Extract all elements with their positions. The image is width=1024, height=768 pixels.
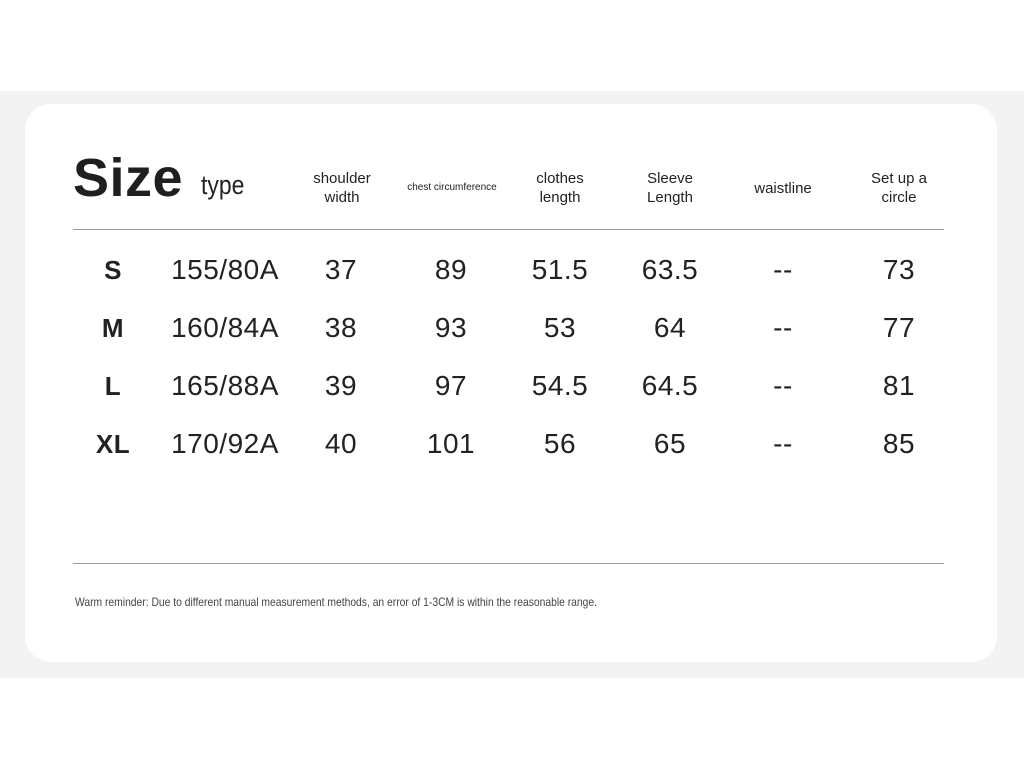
- waist-cell: --: [773, 254, 793, 285]
- type-cell: 170/92A: [171, 428, 279, 459]
- length-cell: 53: [543, 312, 577, 343]
- table-row: [25, 308, 997, 348]
- sleeve-cell: 64: [653, 312, 687, 343]
- table-row: [25, 366, 997, 406]
- header-divider: [73, 229, 944, 230]
- header-sleeve-length: [615, 166, 725, 210]
- sleeve-cell: 63.5: [641, 254, 699, 285]
- size-cell: XL: [95, 429, 131, 459]
- header-chest-circumference: [397, 166, 507, 210]
- type-cell: 165/88A: [171, 370, 279, 401]
- header-set-up-a-circle-label: Set up a circle: [871, 170, 927, 206]
- header-clothes-length-label: clothes length: [536, 170, 584, 206]
- header-sleeve-length-label: Sleeve Length: [647, 170, 693, 206]
- type-cell: 160/84A: [171, 312, 279, 343]
- type-label: type: [201, 170, 245, 200]
- header-shoulder-width-label: shoulder width: [313, 170, 371, 206]
- circle-cell: 81: [882, 370, 916, 401]
- shoulder-cell: 39: [324, 370, 358, 401]
- chest-cell: 101: [426, 428, 476, 459]
- warm-reminder-note: Warm reminder: Due to different manual measurement methods, an error of 1-3CM is within the reasonable range.: [75, 595, 597, 609]
- length-cell: 54.5: [531, 370, 589, 401]
- shoulder-cell: 40: [324, 428, 358, 459]
- table-row: [25, 424, 997, 464]
- waist-cell: --: [773, 370, 793, 401]
- circle-cell: 85: [882, 428, 916, 459]
- header-shoulder-width: [287, 166, 397, 210]
- chest-cell: 89: [434, 254, 468, 285]
- size-title: Size: [73, 148, 184, 208]
- waist-cell: --: [773, 428, 793, 459]
- chest-cell: 93: [434, 312, 468, 343]
- header-waistline-label: waistline: [754, 179, 812, 197]
- length-cell: 51.5: [531, 254, 589, 285]
- waist-cell: --: [773, 312, 793, 343]
- size-chart-card: [25, 104, 997, 662]
- length-cell: 56: [543, 428, 577, 459]
- sleeve-cell: 65: [653, 428, 687, 459]
- size-cell: L: [104, 371, 122, 401]
- size-cell: M: [101, 313, 125, 343]
- header-waistline: [728, 166, 838, 210]
- circle-cell: 77: [882, 312, 916, 343]
- footer-divider: [73, 563, 944, 564]
- header-chest-circumference-label: chest circumference: [407, 182, 497, 193]
- shoulder-cell: 38: [324, 312, 358, 343]
- circle-cell: 73: [882, 254, 916, 285]
- size-cell: S: [104, 255, 122, 285]
- header-set-up-a-circle: [844, 166, 954, 210]
- table-row: [25, 250, 997, 290]
- shoulder-cell: 37: [324, 254, 358, 285]
- type-cell: 155/80A: [171, 254, 279, 285]
- header-clothes-length: [505, 166, 615, 210]
- chest-cell: 97: [434, 370, 468, 401]
- sleeve-cell: 64.5: [641, 370, 699, 401]
